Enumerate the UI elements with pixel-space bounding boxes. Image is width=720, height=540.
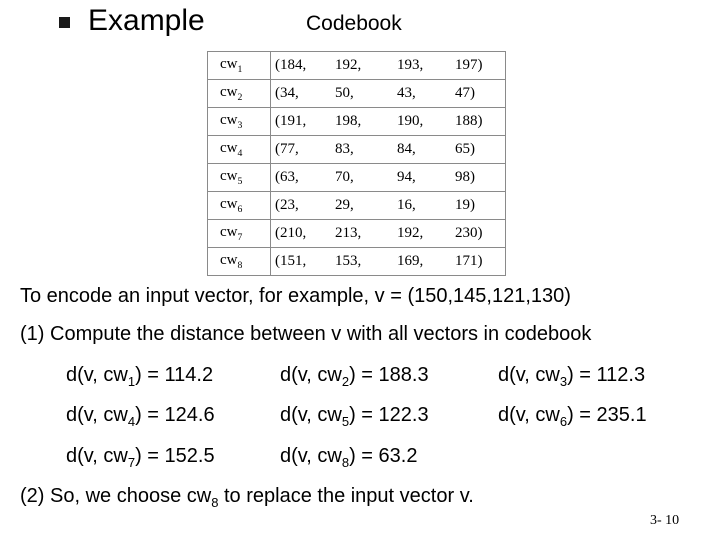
vector-component: 193, <box>397 57 424 73</box>
distance-sub: 2 <box>341 374 350 389</box>
codeword-vector <box>271 52 506 80</box>
intro-text: To encode an input vector, for example, v = (150,145,121,130) <box>20 285 571 307</box>
step2-sub: 8 <box>211 495 219 510</box>
codebook-label: Codebook <box>306 12 402 35</box>
vector-component: (34, <box>275 85 299 101</box>
distance-item <box>280 364 429 389</box>
codeword-subscript: 4 <box>237 148 243 159</box>
distance-item <box>280 445 417 470</box>
table-row <box>208 52 506 80</box>
distance-sub: 8 <box>341 455 350 470</box>
table-row <box>208 108 506 136</box>
distance-item <box>498 404 647 429</box>
codeword-base: cw <box>220 84 238 100</box>
distance-pre: d(v, cw <box>66 445 128 467</box>
codeword-name <box>208 248 271 276</box>
codeword-base: cw <box>220 56 238 72</box>
codeword-name <box>208 80 271 108</box>
distance-pre: d(v, cw <box>280 404 342 426</box>
distance-item <box>66 364 213 389</box>
vector-component: 16, <box>397 197 416 213</box>
table-row <box>208 136 506 164</box>
vector-component: 192, <box>397 225 424 241</box>
table-row <box>208 192 506 220</box>
codeword-name <box>208 52 271 80</box>
step2-post: to replace the input vector v. <box>218 485 474 507</box>
vector-component: (77, <box>275 141 299 157</box>
vector-component: 192, <box>335 57 362 73</box>
distance-sub: 1 <box>127 374 136 389</box>
vector-component: 84, <box>397 141 416 157</box>
codeword-subscript: 5 <box>237 176 243 187</box>
distance-post: ) = 235.1 <box>567 404 647 426</box>
codeword-subscript: 7 <box>237 232 243 243</box>
distance-post: ) = 188.3 <box>349 364 429 386</box>
distance-pre: d(v, cw <box>66 364 128 386</box>
distance-sub: 3 <box>559 374 568 389</box>
vector-component: 171) <box>455 253 483 269</box>
vector-component: 169, <box>397 253 424 269</box>
codeword-subscript: 2 <box>237 92 243 103</box>
distance-post: ) = 112.3 <box>567 364 646 386</box>
codeword-vector <box>271 136 506 164</box>
vector-component: 213, <box>335 225 362 241</box>
distance-pre: d(v, cw <box>66 404 128 426</box>
distance-pre: d(v, cw <box>280 445 342 467</box>
codeword-base: cw <box>220 196 238 212</box>
slide-title: Example <box>88 4 205 37</box>
vector-component: 94, <box>397 169 416 185</box>
distance-item <box>280 404 429 429</box>
vector-component: 188) <box>455 113 483 129</box>
step2-pre: (2) So, we choose cw <box>20 485 212 507</box>
vector-component: (63, <box>275 169 299 185</box>
vector-component: 197) <box>455 57 483 73</box>
distance-sub: 5 <box>341 414 350 429</box>
codeword-name <box>208 220 271 248</box>
codeword-name <box>208 164 271 192</box>
codeword-base: cw <box>220 224 238 240</box>
step2-text <box>20 485 474 510</box>
distance-post: ) = 124.6 <box>135 404 215 426</box>
vector-component: 47) <box>455 85 475 101</box>
distance-item <box>66 445 215 470</box>
codeword-vector <box>271 248 506 276</box>
vector-component: (191, <box>275 113 307 129</box>
vector-component: 65) <box>455 141 475 157</box>
codeword-name <box>208 108 271 136</box>
codeword-subscript: 1 <box>237 64 243 75</box>
vector-component: 29, <box>335 197 354 213</box>
vector-component: 153, <box>335 253 362 269</box>
vector-component: (23, <box>275 197 299 213</box>
codeword-vector <box>271 192 506 220</box>
distance-post: ) = 114.2 <box>135 364 214 386</box>
vector-component: 43, <box>397 85 416 101</box>
codeword-vector <box>271 164 506 192</box>
distance-post: ) = 122.3 <box>349 404 429 426</box>
codeword-subscript: 6 <box>237 204 243 215</box>
distance-item <box>66 404 215 429</box>
codeword-name <box>208 136 271 164</box>
codeword-vector <box>271 220 506 248</box>
distance-sub: 6 <box>559 414 568 429</box>
codeword-subscript: 8 <box>237 260 243 271</box>
vector-component: 83, <box>335 141 354 157</box>
bullet-icon <box>59 17 70 28</box>
vector-component: 50, <box>335 85 354 101</box>
vector-component: (184, <box>275 57 307 73</box>
table-row <box>208 164 506 192</box>
codebook-table <box>207 51 506 276</box>
codeword-name <box>208 192 271 220</box>
codeword-vector <box>271 108 506 136</box>
vector-component: 19) <box>455 197 475 213</box>
codeword-base: cw <box>220 140 238 156</box>
distance-pre: d(v, cw <box>498 364 560 386</box>
distance-item <box>498 364 645 389</box>
distance-pre: d(v, cw <box>280 364 342 386</box>
codeword-vector <box>271 80 506 108</box>
table-row <box>208 80 506 108</box>
vector-component: (210, <box>275 225 307 241</box>
distance-sub: 7 <box>127 455 136 470</box>
distance-pre: d(v, cw <box>498 404 560 426</box>
distance-post: ) = 152.5 <box>135 445 215 467</box>
vector-component: 190, <box>397 113 424 129</box>
step1-text: (1) Compute the distance between v with all vectors in codebook <box>20 323 592 345</box>
table-row <box>208 220 506 248</box>
codeword-base: cw <box>220 112 238 128</box>
table-row <box>208 248 506 276</box>
distance-sub: 4 <box>127 414 136 429</box>
codeword-subscript: 3 <box>237 120 243 131</box>
codeword-base: cw <box>220 168 238 184</box>
vector-component: 198, <box>335 113 362 129</box>
page-number: 3- 10 <box>650 513 680 528</box>
vector-component: 230) <box>455 225 483 241</box>
vector-component: (151, <box>275 253 307 269</box>
vector-component: 70, <box>335 169 354 185</box>
distance-post: ) = 63.2 <box>349 445 418 467</box>
codeword-base: cw <box>220 252 238 268</box>
vector-component: 98) <box>455 169 475 185</box>
